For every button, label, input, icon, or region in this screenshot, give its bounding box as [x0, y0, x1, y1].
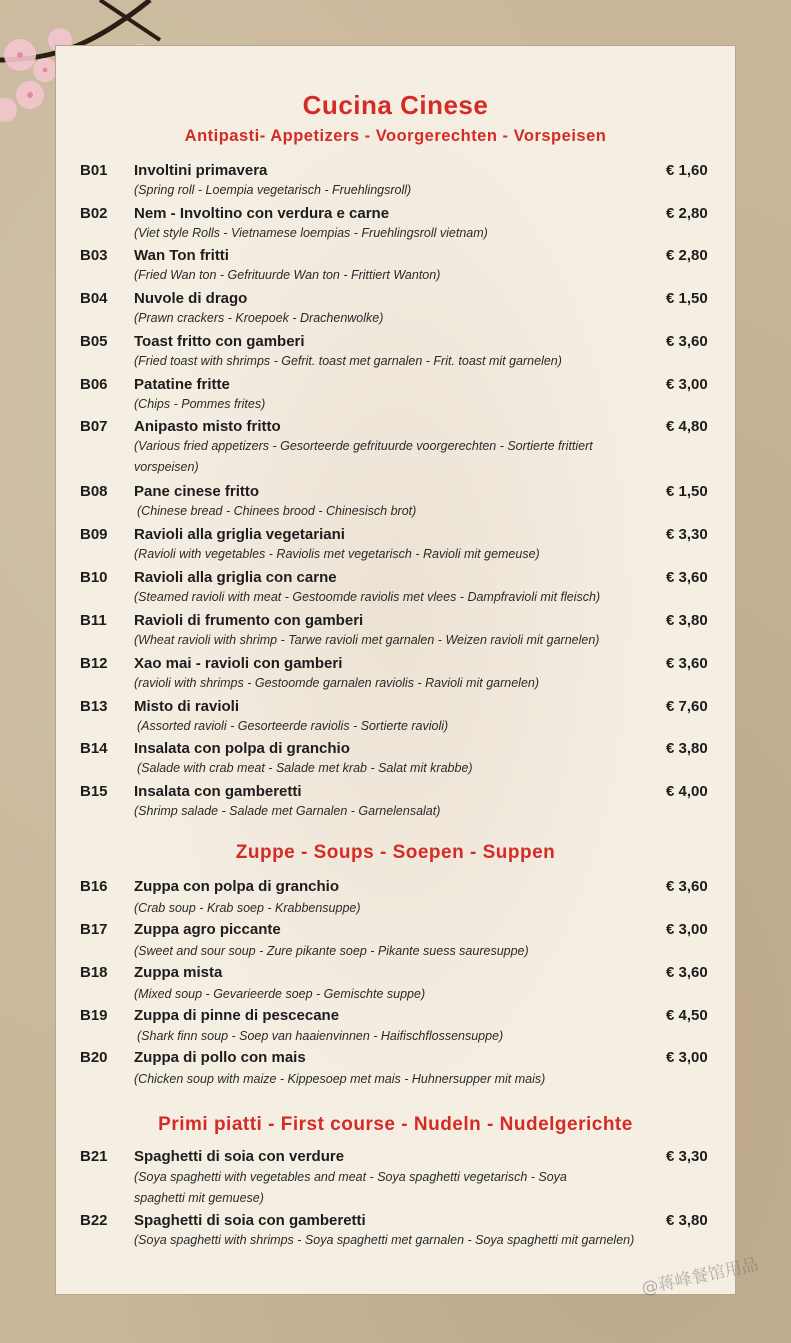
- item-description: (Shrimp salade - Salade met Garnalen - Garnelensalat): [134, 804, 441, 818]
- item-code: B01: [80, 162, 108, 179]
- menu-item: [0, 376, 791, 420]
- item-price: € 3,60: [666, 964, 708, 981]
- menu-item: [0, 247, 791, 291]
- item-description: (Assorted ravioli - Gesorteerde raviolis - Sortierte ravioli): [137, 719, 449, 733]
- item-price: € 3,00: [666, 376, 708, 393]
- item-name: Wan Ton fritti: [134, 247, 229, 264]
- item-code: B13: [80, 698, 108, 715]
- item-name: Insalata con polpa di granchio: [134, 740, 350, 757]
- item-name: Patatine fritte: [134, 376, 230, 393]
- menu-item: [0, 1148, 791, 1208]
- item-description: (Shark finn soup - Soep van haaienvinnen - Haifischflossensuppe): [137, 1029, 504, 1043]
- item-name: Anipasto misto fritto: [134, 418, 281, 435]
- item-description: (Soya spaghetti with vegetables and meat - Soya spaghetti vegetarisch - Soya spaghetti mit gemuese): [134, 1170, 567, 1205]
- item-code: B06: [80, 376, 108, 393]
- section-heading-soups: Zuppe - Soups - Soepen - Suppen: [235, 842, 556, 863]
- menu-item: [0, 655, 791, 699]
- item-description: (Steamed ravioli with meat - Gestoomde raviolis met vlees - Dampfravioli mit fleisch): [134, 590, 601, 604]
- item-code: B02: [80, 205, 108, 222]
- item-price: € 3,60: [666, 569, 708, 586]
- menu-item: [0, 921, 791, 965]
- menu-item: [0, 290, 791, 334]
- item-price: € 4,00: [666, 783, 708, 800]
- item-code: B14: [80, 740, 108, 757]
- item-name: Zuppa con polpa di granchio: [134, 878, 339, 895]
- item-name: Zuppa agro piccante: [134, 921, 281, 938]
- item-name: Nuvole di drago: [134, 290, 248, 307]
- item-code: B22: [80, 1212, 108, 1229]
- item-price: € 1,60: [666, 162, 708, 179]
- item-price: € 1,50: [666, 290, 708, 307]
- item-price: € 3,80: [666, 740, 708, 757]
- watermark: @蒋峰餐馆用品: [639, 1254, 761, 1300]
- menu-item: [0, 1049, 791, 1093]
- item-code: B16: [80, 878, 108, 895]
- item-code: B11: [80, 612, 107, 629]
- menu-item: [0, 698, 791, 742]
- item-price: € 2,80: [666, 247, 708, 264]
- item-description: (Fried toast with shrimps - Gefrit. toast met garnalen - Frit. toast mit garnelen): [134, 354, 562, 368]
- item-description: (Mixed soup - Gevarieerde soep - Gemischte suppe): [134, 987, 426, 1001]
- item-code: B07: [80, 418, 108, 435]
- item-price: € 3,80: [666, 1212, 708, 1229]
- item-description: (ravioli with shrimps - Gestoomde garnalen raviolis - Ravioli mit garnelen): [134, 676, 540, 690]
- item-description: (Soya spaghetti with shrimps - Soya spaghetti met garnalen - Soya spaghetti mit garnelen): [134, 1233, 635, 1247]
- item-price: € 3,60: [666, 333, 708, 350]
- menu-item: [0, 205, 791, 249]
- menu-item: [0, 333, 791, 377]
- item-description: (Various fried appetizers - Gesorteerde gefrituurde voorgerechten - Sortierte frittiert vorspeisen): [134, 439, 593, 474]
- item-description: (Chips - Pommes frites): [134, 397, 266, 411]
- menu-item: [0, 1007, 791, 1051]
- item-code: B15: [80, 783, 108, 800]
- item-price: € 4,50: [666, 1007, 708, 1024]
- item-description: (Chicken soup with maize - Kippesoep met mais - Huhnersupper mit mais): [134, 1072, 546, 1086]
- item-description: (Chinese bread - Chinees brood - Chinesisch brot): [137, 504, 417, 518]
- item-name: Involtini primavera: [134, 162, 268, 179]
- menu-item: [0, 612, 791, 656]
- item-code: B18: [80, 964, 108, 981]
- item-name: Spaghetti di soia con verdure: [134, 1148, 345, 1165]
- item-name: Insalata con gamberetti: [134, 783, 302, 800]
- item-price: € 7,60: [666, 698, 708, 715]
- item-price: € 3,60: [666, 655, 708, 672]
- item-price: € 4,80: [666, 418, 708, 435]
- menu-item: [0, 162, 791, 206]
- item-description: (Ravioli with vegetables - Raviolis met vegetarisch - Ravioli mit gemeuse): [134, 547, 540, 561]
- item-price: € 3,80: [666, 612, 708, 629]
- item-description: (Fried Wan ton - Gefrituurde Wan ton - Frittiert Wanton): [134, 268, 441, 282]
- item-code: B20: [80, 1049, 108, 1066]
- item-name: Zuppa mista: [134, 964, 223, 981]
- item-code: B05: [80, 333, 108, 350]
- item-price: € 3,60: [666, 878, 708, 895]
- section-heading-first-course: Primi piatti - First course - Nudeln - Nudelgerichte: [158, 1114, 633, 1135]
- item-name: Spaghetti di soia con gamberetti: [134, 1212, 366, 1229]
- item-price: € 1,50: [666, 483, 708, 500]
- item-price: € 2,80: [666, 205, 708, 222]
- menu-item: [0, 526, 791, 570]
- item-description: (Wheat ravioli with shrimp - Tarwe ravioli met garnalen - Weizen ravioli mit garnelen): [134, 633, 600, 647]
- item-description: (Prawn crackers - Kroepoek - Drachenwolke): [134, 311, 384, 325]
- item-description: (Viet style Rolls - Vietnamese loempias - Fruehlingsroll vietnam): [134, 226, 488, 240]
- item-description: (Salade with crab meat - Salade met krab - Salat mit krabbe): [137, 761, 473, 775]
- menu-item: [0, 1212, 791, 1256]
- item-code: B21: [80, 1148, 108, 1165]
- item-name: Zuppa di pollo con mais: [134, 1049, 306, 1066]
- item-description: (Sweet and sour soup - Zure pikante soep - Pikante suess sauresuppe): [134, 944, 529, 958]
- menu-item: [0, 418, 791, 478]
- section-heading-appetizers: Antipasti- Appetizers - Voorgerechten - Vorspeisen: [184, 127, 607, 145]
- menu-title: Cucina Cinese: [302, 90, 489, 120]
- item-code: B12: [80, 655, 108, 672]
- item-price: € 3,00: [666, 921, 708, 938]
- item-code: B19: [80, 1007, 108, 1024]
- item-code: B03: [80, 247, 108, 264]
- item-price: € 3,00: [666, 1049, 708, 1066]
- item-price: € 3,30: [666, 526, 708, 543]
- item-name: Xao mai - ravioli con gamberi: [134, 655, 343, 672]
- item-code: B09: [80, 526, 108, 543]
- item-name: Nem - Involtino con verdura e carne: [134, 205, 390, 222]
- item-name: Toast fritto con gamberi: [134, 333, 305, 350]
- item-code: B17: [80, 921, 108, 938]
- item-name: Ravioli alla griglia vegetariani: [134, 526, 345, 543]
- item-code: B08: [80, 483, 108, 500]
- menu-item: [0, 783, 791, 827]
- item-name: Ravioli di frumento con gamberi: [134, 612, 364, 629]
- item-name: Misto di ravioli: [134, 698, 240, 715]
- item-name: Pane cinese fritto: [134, 483, 260, 500]
- item-description: (Spring roll - Loempia vegetarisch - Fruehlingsroll): [134, 183, 412, 197]
- menu-item: [0, 569, 791, 613]
- item-name: Ravioli alla griglia con carne: [134, 569, 337, 586]
- item-code: B10: [80, 569, 108, 586]
- item-code: B04: [80, 290, 108, 307]
- menu-item: [0, 964, 791, 1008]
- menu-item: [0, 878, 791, 922]
- menu-item: [0, 483, 791, 527]
- item-name: Zuppa di pinne di pescecane: [134, 1007, 340, 1024]
- menu-item: [0, 740, 791, 784]
- item-description: (Crab soup - Krab soep - Krabbensuppe): [134, 901, 361, 915]
- item-price: € 3,30: [666, 1148, 708, 1165]
